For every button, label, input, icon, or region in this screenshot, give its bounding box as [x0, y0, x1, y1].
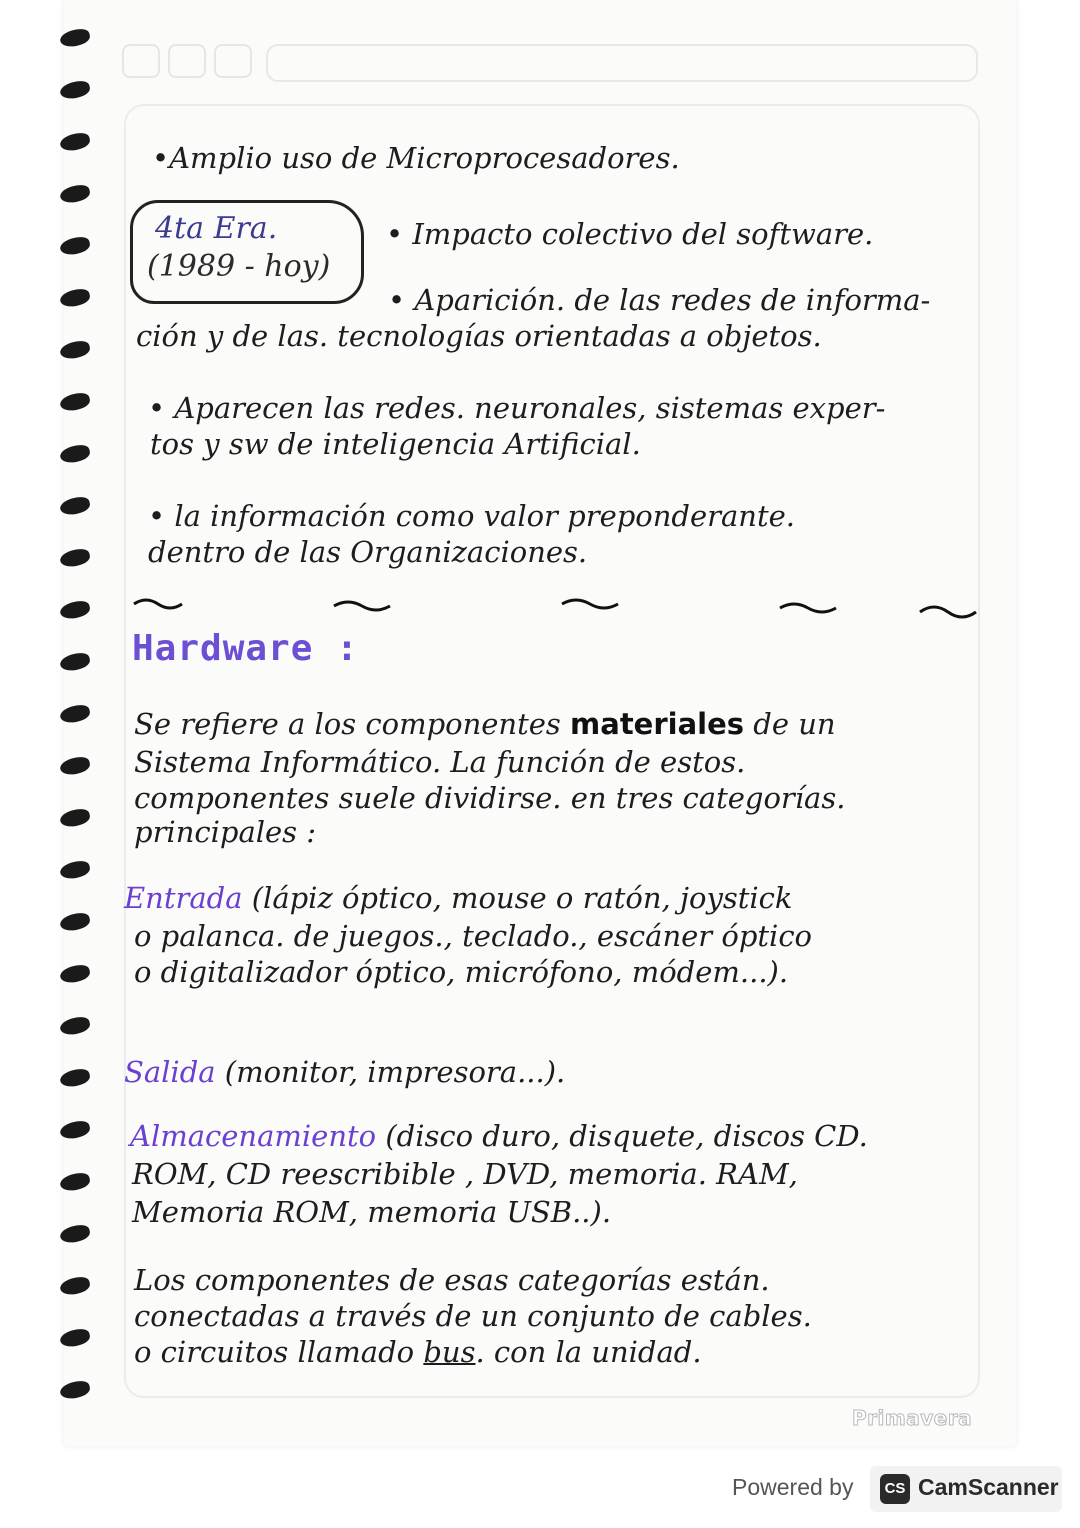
- camscanner-name: CamScanner: [918, 1474, 1059, 1500]
- bullet-impacto: • Impacto colectivo del software.: [386, 217, 874, 251]
- bullet-microprocesadores: •Amplio uso de Microprocesadores.: [152, 141, 680, 175]
- hardware-definition-line2: Sistema Informático. La función de estos.: [134, 745, 746, 779]
- keyword-materiales: materiales: [570, 707, 745, 741]
- era-years: (1989 - hoy): [147, 249, 331, 284]
- almacenamiento-line2: ROM, CD reescribible , DVD, memoria. RAM,: [132, 1157, 798, 1191]
- keyword-bus: bus: [423, 1335, 476, 1369]
- bullet-info-line2: dentro de las Organizaciones.: [148, 535, 588, 569]
- hardware-definition-line3: componentes suele dividirse. en tres categorías.: [134, 781, 846, 815]
- entrada-line2: o palanca. de juegos., teclado., escáner óptico: [134, 919, 813, 953]
- keyword-salida: Salida: [124, 1055, 216, 1089]
- bullet-redes-line1: • Aparecen las redes. neuronales, sistemas exper-: [148, 391, 886, 425]
- notebook-brand-logo: Primavera: [852, 1406, 973, 1430]
- section-heading-hardware: Hardware :: [132, 628, 359, 669]
- almacenamiento-line3: Memoria ROM, memoria USB..).: [132, 1195, 612, 1229]
- keyword-entrada: Entrada: [124, 881, 243, 915]
- bus-line1: Los componentes de esas categorías están.: [134, 1263, 770, 1297]
- bullet-info-line1: • la información como valor preponderante.: [148, 499, 796, 533]
- era-label-box: [130, 200, 364, 304]
- entrada-line1: Entrada (lápiz óptico, mouse o ratón, joystick: [124, 881, 793, 915]
- salida-line1: Salida (monitor, impresora...).: [124, 1055, 566, 1089]
- almacenamiento-line1: Almacenamiento (disco duro, disquete, discos CD.: [130, 1119, 868, 1153]
- keyword-almacenamiento: Almacenamiento: [130, 1119, 377, 1153]
- hardware-definition-line1: Se refiere a los componentes materiales de un: [134, 707, 836, 741]
- powered-by-text: Powered by: [732, 1474, 854, 1500]
- hardware-definition-line4: principales :: [134, 815, 317, 849]
- camscanner-logo-icon: CS: [880, 1474, 910, 1504]
- era-title: 4ta Era.: [155, 211, 278, 246]
- page-header-bar: [266, 44, 978, 82]
- bus-line2: conectadas a través de un conjunto de cables.: [134, 1299, 812, 1333]
- bullet-aparicion-line2: ción y de las. tecnologías orientadas a objetos.: [136, 319, 822, 353]
- entrada-line3: o digitalizador óptico, micrófono, módem...).: [134, 955, 789, 989]
- bullet-redes-line2: tos y sw de inteligencia Artificial.: [150, 427, 641, 461]
- bullet-aparicion-line1: • Aparición. de las redes de informa-: [388, 283, 931, 317]
- spiral-binding: [60, 20, 100, 1420]
- bus-line3: o circuitos llamado bus. con la unidad.: [134, 1335, 702, 1369]
- tilde-divider: [130, 592, 980, 632]
